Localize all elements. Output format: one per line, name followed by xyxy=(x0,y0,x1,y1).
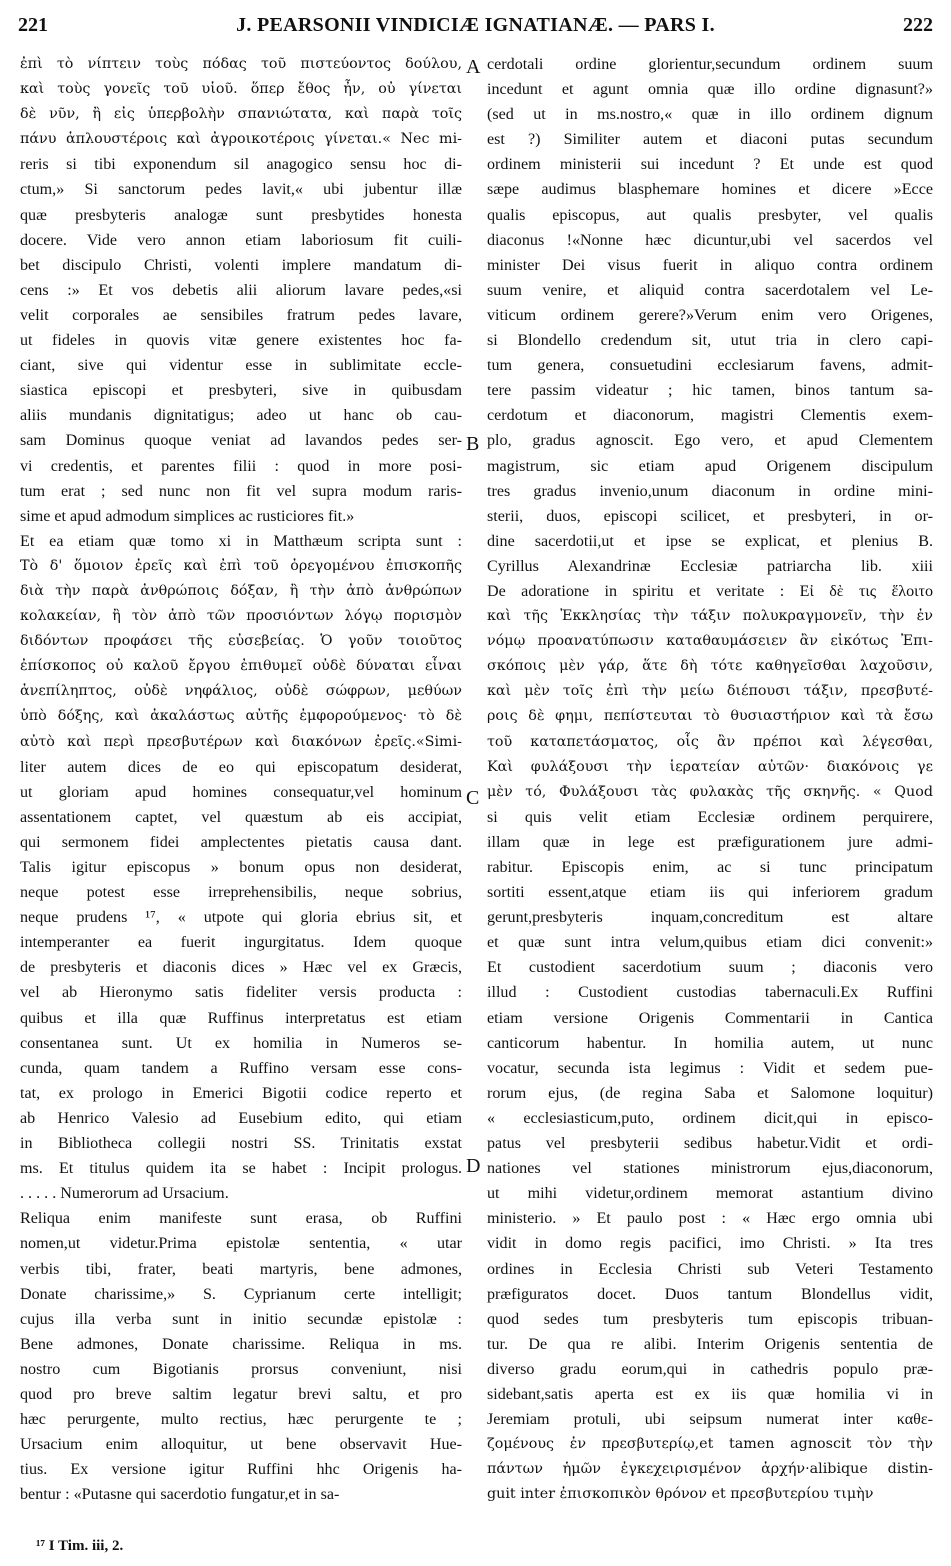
text-line: αὐτὸ καὶ περὶ πρεσβυτέρων καὶ διακόνων ἐρεῖς.«Simi- xyxy=(20,733,462,750)
text-line: aliis mundanis dignitatigus; adeo ut hanc ob cau- xyxy=(20,407,462,425)
text-line: Καὶ φυλάξουσι τὴν ἱερατείαν αὐτῶν· διακόνοις γε xyxy=(487,758,933,775)
text-line: nomen,ut videtur.Prima epistolæ sententia, « utar xyxy=(20,1235,462,1253)
text-line: neque prudens ¹⁷, « utpote qui gloria ebrius sit, et xyxy=(20,909,462,927)
text-line: ciant, sive qui videntur esse in sublimitate eccle- xyxy=(20,357,462,375)
text-line: consentanea sunt. Ut ex homilia in Numeros se- xyxy=(20,1034,462,1052)
text-line: bentur : «Putasne qui sacerdotio fungatur,et in sa- xyxy=(20,1486,340,1504)
running-title: J. PEARSONII VINDICIÆ IGNATIANÆ. — PARS I. xyxy=(236,14,715,36)
text-line: reris si tibi exponendum sil anagogico sensu hoc di- xyxy=(20,156,462,174)
text-line: vidit in domo regis pacifici, imo Christi. » Ita tres xyxy=(487,1235,933,1253)
text-line: Talis igitur episcopus » bonum opus non desiderat, xyxy=(20,859,462,876)
text-line: rabitur. Episcopis enim, ac si tunc principatum xyxy=(487,859,933,876)
page-header xyxy=(18,14,933,44)
text-line: ab Henrico Valesio ad Eusebium edito, qui etiam xyxy=(20,1109,462,1127)
text-line: quæ presbyteris analogæ sunt presbytides honesta xyxy=(20,206,462,224)
text-line: cerdotum et diaconorum, magistri Clementis exem- xyxy=(487,407,933,425)
text-line: sime et apud admodum simplices ac rusticiores fit.» xyxy=(20,507,355,525)
text-line: neque potest esse irreprehensibilis, neque sobrius, xyxy=(20,884,462,902)
text-line: rorum ejus, (de regina Saba et Salomone loquitur) xyxy=(487,1084,933,1102)
text-line: qualis episcopus, aut qualis presbyter, vel qualis xyxy=(487,206,933,224)
margin-letter-c: C xyxy=(466,787,480,809)
text-line: incedunt et agunt omnia quæ illo ordine dignasunt?» xyxy=(487,81,933,99)
text-line: μὲν τό, Φυλάξουσι τὰς φυλακὰς τῆς σκηνῆς. « Quod xyxy=(487,783,933,800)
text-line: vi credentis, et parentes filii : quod in more posi- xyxy=(20,457,462,475)
text-line: ministerio. » Et paulo post : « Hæc ergo omnia ubi xyxy=(487,1210,933,1228)
text-line: ms. Et titulus quidem ita se habet : Incipit prologus. xyxy=(20,1160,462,1178)
text-line: quod pro breve saltim legatur brevi saltu, et pro xyxy=(20,1385,462,1403)
text-line: δὲ νῦν, ἢ εἰς ὑπερβολὴν σπανιώτατα, καὶ παρὰ τοῖς xyxy=(20,106,462,123)
text-line: σκόποις μὲν γάρ, ἅτε δὴ τότε καθηγεῖσθαι λαχοῦσιν, xyxy=(487,658,933,675)
text-line: ζομένους ἐν πρεσβυτερίῳ,et tamen agnoscit τὸν τὴν xyxy=(487,1436,933,1453)
text-line: quibus et illa quæ Ruffinus interpretatus est etiam xyxy=(20,1009,462,1027)
text-line: ordinem ministerii sui incedunt ? Et unde est quod xyxy=(487,156,933,174)
text-line: ut gloriam apud homines consequatur,vel hominum xyxy=(20,783,462,801)
text-line: velit corporales ae sensibiles fratrum pedes lavare, xyxy=(20,306,462,324)
page-number-left: 221 xyxy=(18,14,48,36)
text-line: si quis velit etiam Ecclesiæ ordinem perquirere, xyxy=(487,808,933,826)
text-line: præfiguratos docet. Duos tantum Blondellus vidit, xyxy=(487,1285,933,1303)
text-line: nostro cum Bigotianis prorsus conveniunt, nisi xyxy=(20,1360,462,1378)
text-line: cunda, quam tandem a Ruffino versam esse cons- xyxy=(20,1059,462,1077)
text-line: « ecclesiasticum,puto, ordinem dicit,qui in episco- xyxy=(487,1109,933,1127)
text-line: ordines in Ecclesia Christi sub Veteri Testamento xyxy=(487,1260,933,1278)
text-line: est ?) Similiter autem et diaconi putas secundum xyxy=(487,131,933,149)
text-line: diverso gradu eorum,qui in cathedris populo præ- xyxy=(487,1360,933,1378)
text-line: viticum ordinem gerere?»Verum enim vero Origenes, xyxy=(487,306,933,324)
text-line: sæpe audimus blasphemare homines et dicere »Ecce xyxy=(487,181,933,199)
margin-letter-b: B xyxy=(466,433,480,455)
text-line: (sed ut in ms.nostro,« quæ in illo ordinem dignum xyxy=(487,106,933,124)
text-line: πάντων ἡμῶν ἐγκεχειρισμένον ἀρχήν·alibique distin- xyxy=(487,1461,933,1478)
text-line: etiam versione Origenis Commentarii in Cantica xyxy=(487,1009,933,1027)
text-line: νόμῳ προανατύπωσιν καταθαυμάσειεν ἂν εἰκότως Ἐπι- xyxy=(487,633,933,650)
text-line: Jeremiam protuli, ubi seipsum numerat inter καθε- xyxy=(487,1411,933,1429)
left-column xyxy=(20,52,462,1507)
text-line: καὶ τοὺς γονεῖς τοῦ υἱοῦ. ὅπερ ἔθος ἦν, οὐ γίνεται xyxy=(20,81,462,98)
text-line: tius. Ex versione igitur Ruffini hhc Origenis ha- xyxy=(20,1461,462,1479)
text-line: καὶ τῆς Ἐκκλησίας τὴν τάξιν πολυκραγμονεῖν, τὴν ἐν xyxy=(487,608,933,625)
text-line: siastica episcopi et presbyteri, sive in quibusdam xyxy=(20,382,462,400)
text-line: ctum,» Si sanctorum pedes lavit,« ubi jubentur illæ xyxy=(20,181,462,199)
text-line: suum venire, et aliquid contra sacerdotalem vel Le- xyxy=(487,281,933,299)
text-line: si Blondello credendum sit, utut tria in clero capi- xyxy=(487,332,933,350)
text-line: in Bibliotheca collegii nostri SS. Trinitatis exstat xyxy=(20,1135,462,1153)
text-line: canticorum habentur. In homilia autem, ut nunc xyxy=(487,1034,933,1052)
text-line: Et custodient sacerdotium suum ; diaconis vero xyxy=(487,959,933,977)
text-line: gerunt,presbyteris inquam,concreditum est altare xyxy=(487,909,933,927)
margin-letter-a: A xyxy=(466,56,481,78)
text-line: tere passim videatur ; hic tamen, binos tantum sa- xyxy=(487,382,933,400)
text-line: sidebant,satis aperta est ex iis quæ homilia vi in xyxy=(487,1385,933,1403)
text-line: intemperanter ea fuerit ingurgitatus. Idem quoque xyxy=(20,934,462,952)
text-line: Reliqua enim manifeste sunt erasa, ob Ruffini xyxy=(20,1210,462,1228)
text-line: de presbyteris et diaconis dices » Hæc vel ex Græcis, xyxy=(20,959,462,977)
text-line: ut fideles in quovis vitæ genere existentes hoc fa- xyxy=(20,332,462,350)
text-line: sortiti essent,atque etiam iis qui inferiorem gradum xyxy=(487,884,933,902)
text-line: plo, gradus agnoscit. Ego vero, et apud Clementem xyxy=(487,432,933,450)
text-line: liter autem dices de eo qui episcopatum desiderat, xyxy=(20,758,462,776)
text-line: διὰ τὴν παρὰ ἀνθρώποις δόξαν, ἢ τὴν ἀπὸ ἀνθρώπων xyxy=(20,582,462,599)
text-line: guit inter ἐπισκοπικὸν θρόνον et πρεσβυτερίου τιμὴν xyxy=(487,1486,874,1503)
margin-letter-d: D xyxy=(466,1155,481,1177)
right-column xyxy=(487,52,933,1507)
text-line: Et ea etiam quæ tomo xi in Matthæum scripta sunt : xyxy=(20,532,462,550)
text-line: tat, ex prologo in Emerici Bigotii codice reperto et xyxy=(20,1084,462,1102)
text-line: ἀνεπίληπτος, οὐδὲ νηφάλιος, οὐδὲ σώφρων, μεθύων xyxy=(20,683,462,700)
text-line: nationes vel stationes ministrorum ejus,diaconorum, xyxy=(487,1160,933,1178)
text-line: ἐπίσκοπος οὐ καλοῦ ἔργου ἐπιθυμεῖ οὐδὲ δύναται εἶναι xyxy=(20,658,462,675)
text-line: κολακείαν, ἢ τὸν ἀπὸ τῶν προσιόντων λόγῳ πορισμὸν xyxy=(20,608,462,625)
text-line: quod sedes tum presbyteris tum episcopis tribuan- xyxy=(487,1310,933,1328)
text-line: διδόντων προφάσει τῆς εὐσεβείας. Ὁ γοῦν τοιοῦτος xyxy=(20,633,462,650)
text-line: verbis tibi, frater, beati martyris, bene admones, xyxy=(20,1260,462,1278)
text-line: hæc perurgente, multo rectius, hæc perurgente te ; xyxy=(20,1411,462,1429)
footnote: ¹⁷ I Tim. iii, 2. xyxy=(36,1538,124,1554)
text-line: sterii, duos, episcopi scilicet, et presbyteri, in or- xyxy=(487,507,933,525)
page-number-right: 222 xyxy=(903,14,933,36)
text-line: tum genera, consuetudini ecclesiarum favens, admit- xyxy=(487,357,933,375)
text-line: De adoratione in spiritu et veritate : Εἰ δὲ τις ἕλοιτο xyxy=(487,582,933,600)
text-line: patus vel presbyterii sedibus habetur.Vidit et ordi- xyxy=(487,1135,933,1153)
text-line: ἐπὶ τὸ νίπτειν τοὺς πόδας τοῦ πιστεύοντος δούλου, xyxy=(20,56,462,72)
text-line: tum erat ; sed nunc non fit vel supra modum raris- xyxy=(20,482,462,500)
text-line: diaconus !«Nonne hæc dicuntur,ubi vel sacerdos vel xyxy=(487,231,933,249)
text-line: qui sermonem fidei amplectentes pietatis causa dant. xyxy=(20,833,462,851)
text-line: Cyrillus Alexandrinæ Ecclesiæ patriarcha lib. xiii xyxy=(487,557,933,575)
text-line: Donate charissime,» S. Cyprianum certe intelligit; xyxy=(20,1285,462,1303)
text-line: τοῦ καταπετάσματος, οἷς ἂν πρέποι καὶ λέγεσθαι, xyxy=(487,733,933,750)
text-line: tres gradus invenio,unum diaconum in ordine mini- xyxy=(487,482,933,500)
text-line: minister Dei visus fuerit in aliquo contra ordinem xyxy=(487,256,933,274)
text-line: assentationem captet, vel quæstum ab eis accipiat, xyxy=(20,808,462,826)
text-line: illud : Custodient custodias tabernaculi.Ex Ruffini xyxy=(487,984,933,1002)
text-line: dine sacerdotii,ut et ipse se explicat, et plenius B. xyxy=(487,532,933,550)
text-line: cens :» Et vos debetis alii aliorum lavare pedes,«si xyxy=(20,281,462,299)
text-line: ut mihi videtur,ordinem memorat astantium divino xyxy=(487,1185,933,1203)
text-line: cujus illa verba sunt in initio secundæ epistolæ : xyxy=(20,1310,462,1328)
text-line: vel ab Hieronymo satis fideliter versis producta : xyxy=(20,984,462,1002)
text-line: bet discipulo Christi, volenti implere mandatum di- xyxy=(20,256,462,274)
text-line: πάνυ ἁπλουστέροις καὶ ἀγροικοτέροις γίνεται.« Nec mi- xyxy=(20,131,462,148)
text-line: magistrum, sic etiam apud Origenem discipulum xyxy=(487,457,933,475)
text-line: docere. Vide vero annon etiam laboriosum fit cuili- xyxy=(20,231,462,249)
text-line: . . . . . Numerorum ad Ursacium. xyxy=(20,1185,229,1203)
text-line: illam quæ in lege est præfigurationem jure admi- xyxy=(487,833,933,851)
text-line: Bene admones, Donate charissime. Reliqua in ms. xyxy=(20,1335,462,1353)
text-line: vocatur, secunda ista legimus : Vidit et sedem pue- xyxy=(487,1059,933,1077)
text-line: ὑπὸ δόξης, καὶ ἀκαλάστως αὐτῆς ἐμφορούμενος· τὸ δὲ xyxy=(20,708,462,725)
text-line: Τὸ δ' ὅμοιον ἐρεῖς καὶ ἐπὶ τοῦ ὀρεγομένου ἐπισκοπῆς xyxy=(20,557,462,574)
text-line: cerdotali ordine glorientur,secundum ordinem suum xyxy=(487,56,933,73)
text-line: sam Dominus quoque veniat ad lavandos pedes ser- xyxy=(20,432,462,450)
text-line: et quæ sunt intra velum,quibus etiam dici convenit:» xyxy=(487,934,933,952)
text-line: ροις δὲ φημι, πεπίστευται τὸ θυσιαστήριον καὶ τὰ ἔσω xyxy=(487,708,933,725)
text-line: tur. De qua re alibi. Interim Origenis sententia de xyxy=(487,1335,933,1353)
text-line: καὶ μὲν τοῖς ἐπὶ τὴν μείω διέπουσι τάξιν, πρεσβυτέ- xyxy=(487,683,933,700)
text-line: Ursacium enim alloquitur, ut bene observavit Hue- xyxy=(20,1436,462,1454)
